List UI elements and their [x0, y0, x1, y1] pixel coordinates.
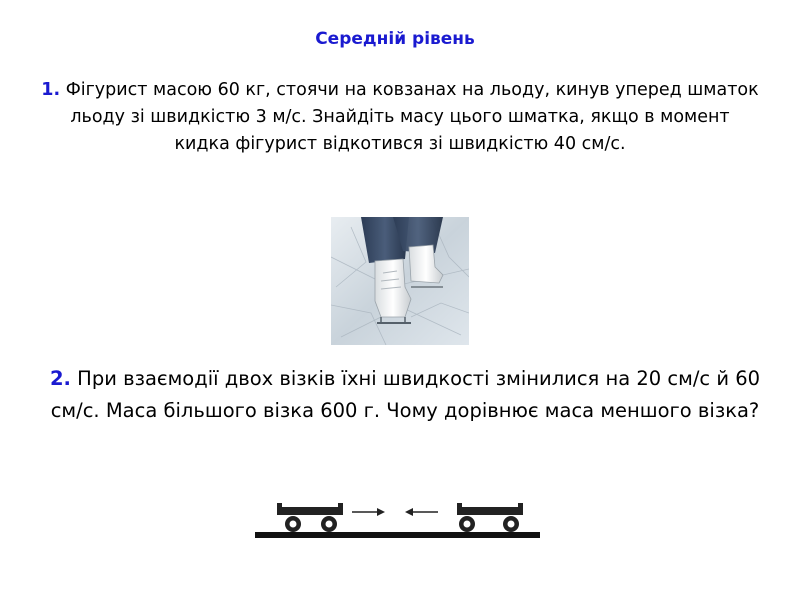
problem-1: [40, 77, 760, 158]
skates-photo: [331, 217, 469, 345]
problem-2: [40, 363, 770, 427]
ground-line: [255, 532, 540, 538]
carts-illustration: [255, 480, 540, 550]
problem-2-number: 2.: [49, 367, 71, 390]
arrow-left-icon: [405, 508, 438, 516]
slide-title: Середній рівень: [315, 29, 475, 49]
problem-1-text: Фігурист масою 60 кг, стоячи на ковзанах на льоду, кинув уперед шматок льоду зі швидкістю 3 м/с. Знайдіть масу цього шматка, якщо в момент кидка фігурист відкотився зі швидкістю 40 см/с.: [65, 80, 759, 154]
problem-1-number: 1.: [41, 80, 61, 100]
left-cart: [277, 503, 343, 532]
problem-2-text: При взаємодії двох візків їхні швидкості змінилися на 20 см/с й 60 см/с. Маса більшого візка 600 г. Чому дорівнює маса меншого візка?: [50, 367, 761, 422]
right-cart: [457, 503, 523, 532]
arrow-right-icon: [352, 508, 385, 516]
carts-diagram: [255, 480, 540, 550]
skates-illustration: [331, 217, 469, 345]
